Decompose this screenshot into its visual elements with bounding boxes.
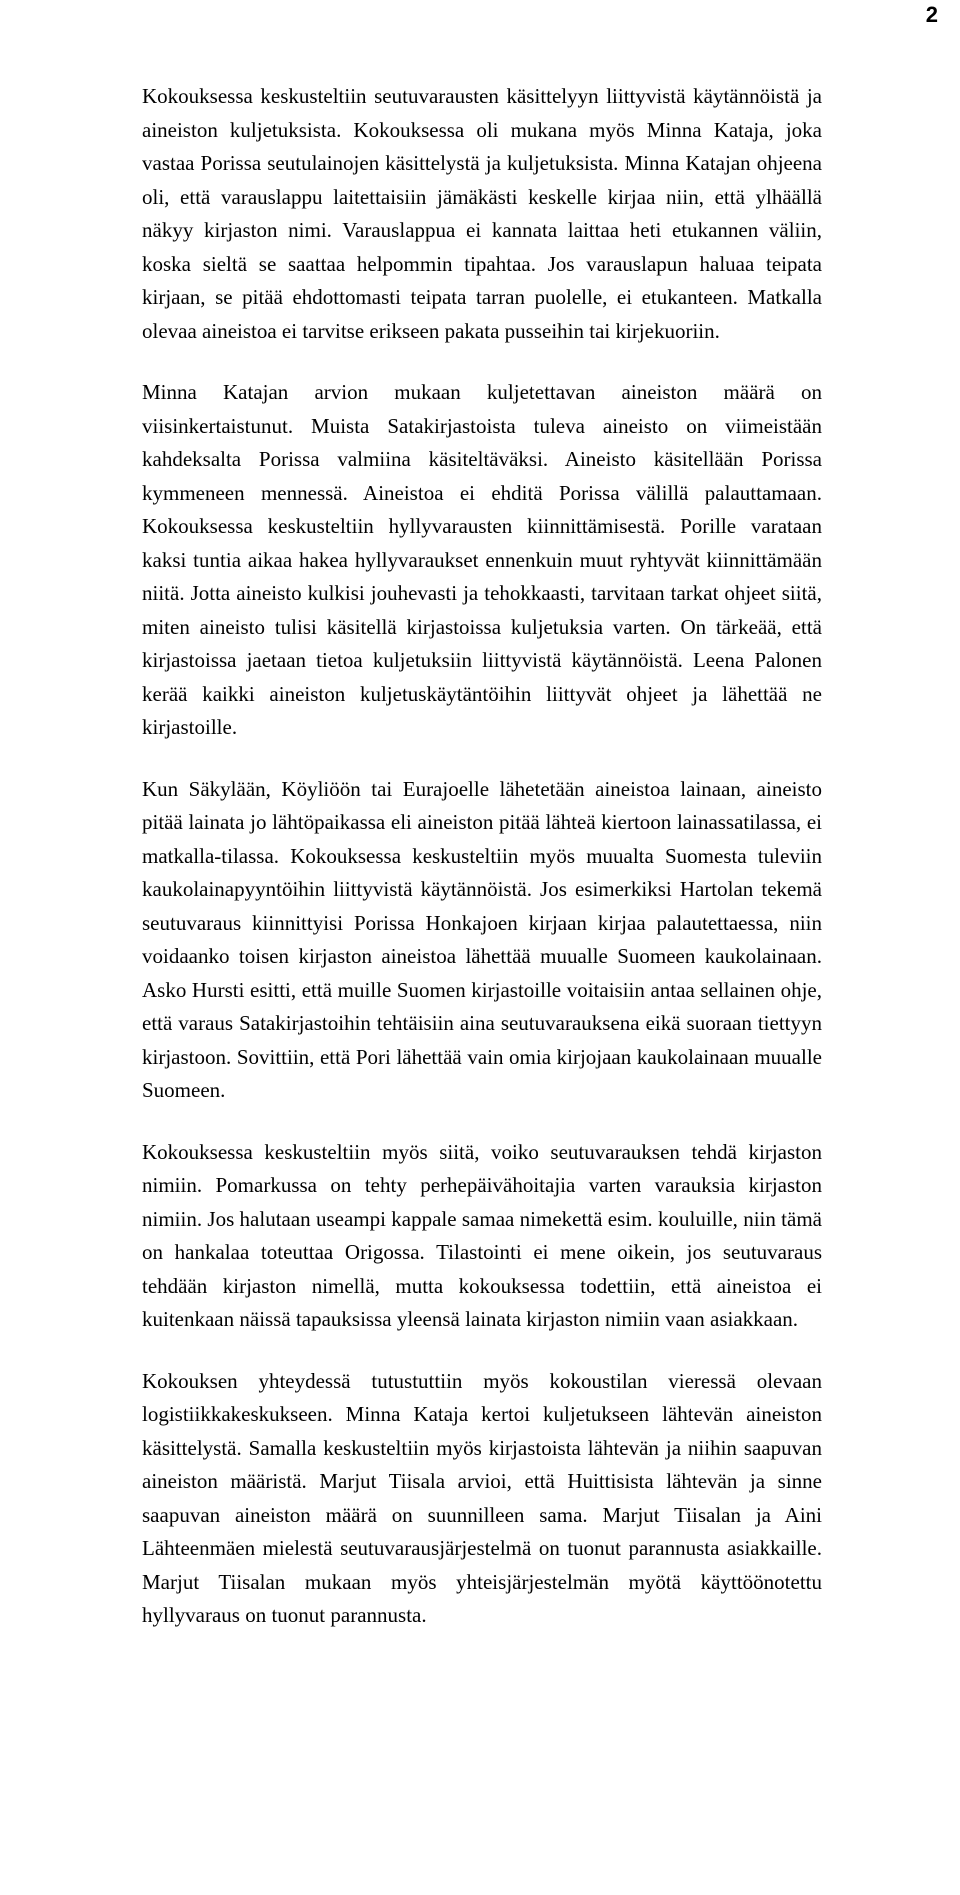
paragraph-5: Kokouksen yhteydessä tutustuttiin myös kokoustilan vieressä olevaan logistiikkakeskukseen. Minna Kataja kertoi kuljetukseen lähtevän aineiston käsittelystä. Samalla keskusteltiin myös kirjastoista lähtevän ja niihin saapuvan aineiston määristä. Marjut Tiisala arvioi, että Huittisista lähtevän ja sinne saapuvan aineiston määrä on suunnilleen sama. Marjut Tiisalan ja Aini Lähteenmäen mielestä seutuvarausjärjestelmä on tuonut parannusta asiakkaille. Marjut Tiisalan mukaan myös yhteisjärjestelmän myötä käyttöönotettu hyllyvaraus on tuonut parannusta.: [142, 1368, 822, 1627]
paragraph-1: Kokouksessa keskusteltiin seutuvarausten käsittelyyn liittyvistä käytännöistä ja aineiston kuljetuksista. Kokouksessa oli mukana myös Minna Kataja, joka vastaa Porissa seutulainojen käsittelystä ja kuljetuksista. Minna Katajan ohjeena oli, että varauslappu laitettaisiin jämäkästi keskelle kirjaa niin, että ylhäällä näkyy kirjaston nimi. Varauslappua ei kannata laittaa heti etukannen väliin, koska sieltä se saattaa helpommin tipahtaa. Jos varauslapun haluaa teipata kirjaan, se pitää ehdottomasti teipata tarran puolelle, ei etukanteen. Matkalla olevaa aineistoa ei tarvitse erikseen pakata pusseihin tai kirjekuoriin.: [142, 84, 822, 343]
paragraph-4: Kokouksessa keskusteltiin myös siitä, voiko seutuvarauksen tehdä kirjaston nimiin. Pomarkussa on tehty perhepäivähoitajia varten varauksia kirjaston nimiin. Jos halutaan useampi kappale samaa nimekettä esim. kouluille, niin tämä on hankalaa toteuttaa Origossa. Tilastointi ei mene oikein, jos seutuvaraus tehdään kirjaston nimellä, mutta kokouksessa todettiin, että aineistoa ei kuitenkaan näissä tapauksissa yleensä lainata kirjaston nimiin vaan asiakkaan.: [142, 1139, 822, 1331]
paragraph-2: Minna Katajan arvion mukaan kuljetettavan aineiston määrä on viisinkertaistunut. Muista Satakirjastoista tuleva aineisto on viimeistään kahdeksalta Porissa valmiina käsiteltäväksi. Aineisto käsitellään Porissa kymmeneen mennessä. Aineistoa ei ehditä Porissa välillä palauttamaan. Kokouksessa keskusteltiin hyllyvarausten kiinnittämisestä. Porille varataan kaksi tuntia aikaa hakea hyllyvaraukset ennenkuin muut ryhtyvät kiinnittämään niitä. Jotta aineisto kulkisi jouhevasti ja tehokkaasti, tarvitaan tarkat ohjeet siitä, miten aineisto tulisi käsitellä kirjastoissa kuljetuksia varten. On tärkeää, että kirjastoissa jaetaan tietoa kuljetuksiin liittyvistä käytännöistä. Leena Palonen kerää kaikki aineiston kuljetuskäytäntöihin liittyvät ohjeet ja lähettää ne kirjastoille.: [142, 380, 822, 739]
page-number: 2: [925, 2, 938, 27]
paragraph-3: Kun Säkylään, Köyliöön tai Eurajoelle lähetetään aineistoa lainaan, aineisto pitää lainata jo lähtöpaikassa eli aineiston pitää lähteä kiertoon lainassatilassa, ei matkalla-tilassa. Kokouksessa keskusteltiin myös muualta Suomesta tuleviin kaukolainapyyntöihin liittyvistä käytännöistä. Jos esimerkiksi Hartolan tekemä seutuvaraus kiinnittyisi Porissa Honkajoen kirjaan kirjaa palautettaessa, niin voidaanko toisen kirjaston aineistoa lähettää muualle Suomeen kaukolainaan. Asko Hursti esitti, että muille Suomen kirjastoille voitaisiin antaa sellainen ohje, että varaus Satakirjastoihin tehtäisiin aina seutuvarauksena eikä suoraan tiettyyn kirjastoon. Sovittiin, että Pori lähettää vain omia kirjojaan kaukolainaan muualle Suomeen.: [142, 776, 822, 1102]
document-body: [142, 80, 822, 1633]
